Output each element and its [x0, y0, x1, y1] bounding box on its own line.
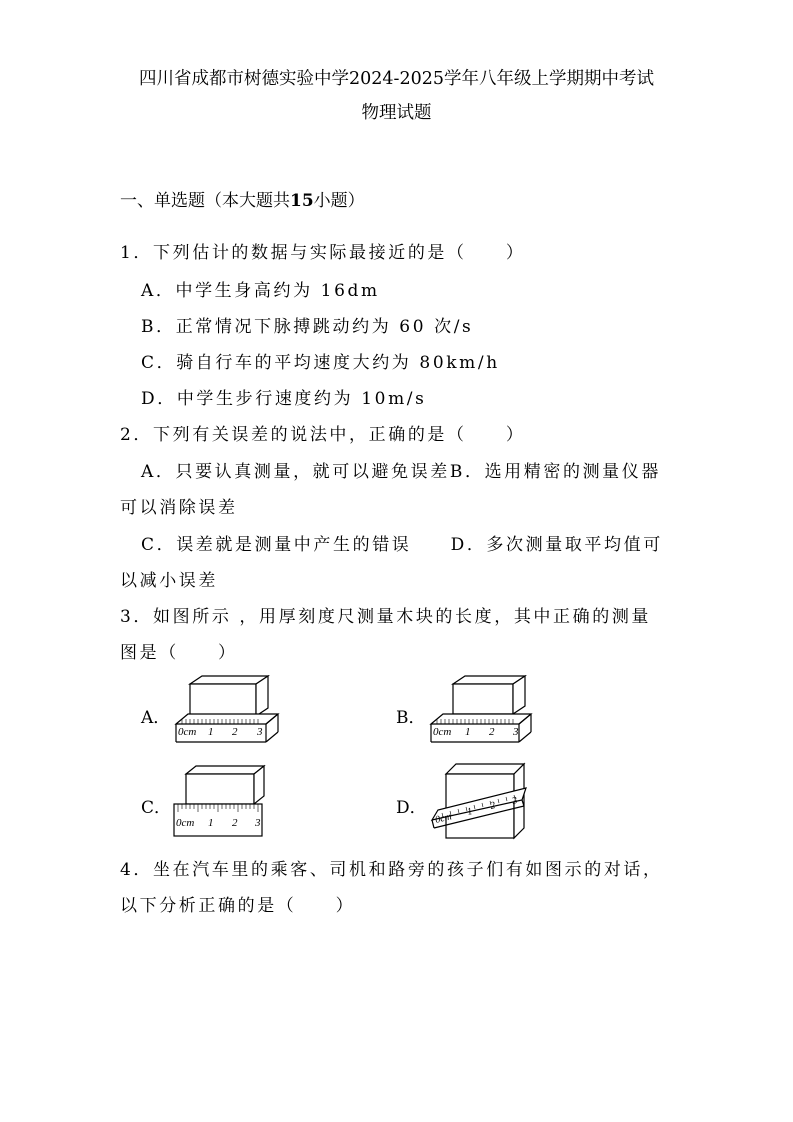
figure-c-tick-2: 2 [232, 817, 238, 829]
title-line-1: 四川省成都市树德实验中学2024-2025学年八年级上学期期中考试 [139, 69, 654, 89]
figure-c [168, 762, 272, 842]
section-heading-a: 一、单选题（本大题共 [120, 191, 290, 211]
section-heading [120, 186, 365, 211]
question-1-option-d: D．中学生步行速度约为 10m/s [141, 389, 427, 409]
question-3-stem-cont: 图是（ ） [120, 643, 238, 663]
question-2-row-1: A．只要认真测量，就可以避免误差B．选用精密的测量仪器 [141, 462, 661, 482]
figure-b-tick-3: 3 [513, 726, 519, 738]
figure-c-tick-1: 1 [208, 817, 214, 829]
figure-d [430, 760, 536, 844]
figure-b-tick-1: 1 [465, 726, 471, 738]
figure-a-label: A． [141, 708, 171, 728]
figure-a [168, 672, 280, 748]
title-line-2: 物理试题 [361, 103, 432, 123]
figure-b [425, 668, 537, 748]
figure-d-tick-3: 3 [511, 795, 519, 807]
figure-a-tick-0: 0cm [178, 726, 197, 738]
figure-c-label: C． [141, 798, 172, 818]
page-title [0, 62, 793, 130]
figure-c-tick-3: 3 [255, 817, 261, 829]
figure-d-tick-2: 2 [489, 800, 497, 812]
question-2-row-2: C．误差就是测量中产生的错误 D．多次测量取平均值可 [141, 535, 663, 555]
question-2-row-2-cont: 以减小误差 [120, 571, 218, 591]
section-heading-b: 小题） [313, 191, 365, 211]
figure-d-tick-1: 1 [466, 806, 474, 818]
figure-b-tick-2: 2 [489, 726, 495, 738]
figure-a-tick-2: 2 [232, 726, 238, 738]
figure-a-tick-3: 3 [257, 726, 263, 738]
question-4-stem-cont: 以下分析正确的是（ ） [120, 896, 356, 916]
question-1-option-b: B．正常情况下脉搏跳动约为 60 次/s [141, 317, 474, 337]
figure-d-label: D． [396, 798, 427, 818]
question-4-stem: 4．坐在汽车里的乘客、司机和路旁的孩子们有如图示的对话， [120, 860, 663, 880]
figure-d-tick-0: 0cm [434, 811, 453, 826]
figure-a-tick-1: 1 [208, 726, 214, 738]
section-heading-num: 15 [290, 191, 314, 211]
figure-c-tick-0: 0cm [176, 817, 195, 829]
question-1-stem: 1．下列估计的数据与实际最接近的是（ ） [120, 243, 526, 263]
question-2-row-1-cont: 可以消除误差 [120, 498, 238, 518]
question-3-stem: 3．如图所示 ，用厚刻度尺测量木块的长度，其中正确的测量 [120, 607, 652, 627]
question-1-option-a: A．中学生身高约为 16dm [141, 281, 380, 301]
figure-b-tick-0: 0cm [433, 726, 452, 738]
question-1-option-c: C．骑自行车的平均速度大约为 80km/h [141, 353, 500, 373]
question-2-stem: 2．下列有关误差的说法中，正确的是（ ） [120, 425, 526, 445]
figure-b-label: B． [396, 708, 426, 728]
